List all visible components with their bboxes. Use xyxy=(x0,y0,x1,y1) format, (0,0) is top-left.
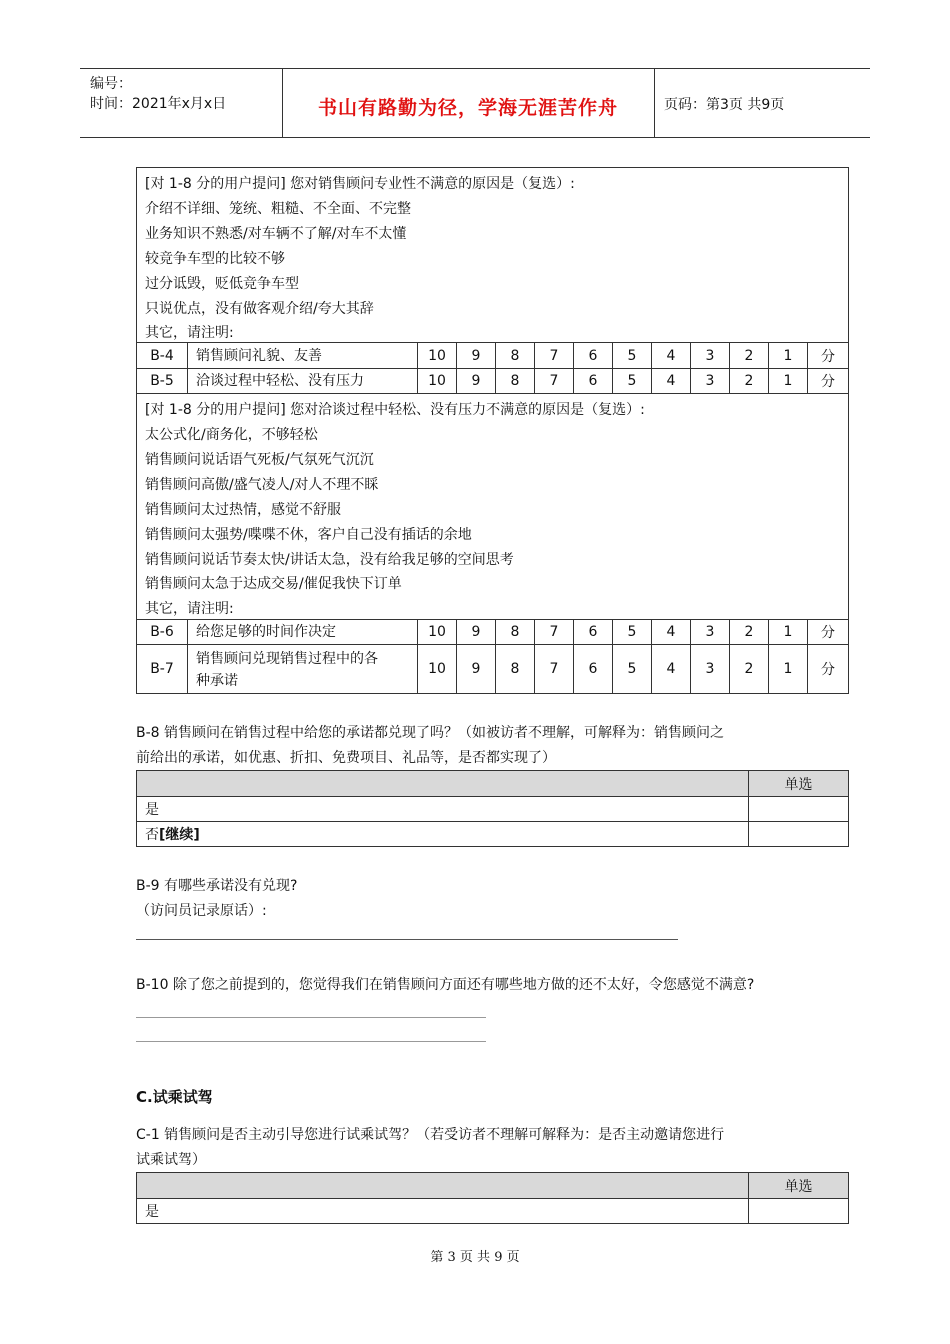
score-8[interactable]: 8 xyxy=(496,620,535,644)
score-5[interactable]: 5 xyxy=(613,343,652,368)
answer-line-b10[interactable] xyxy=(136,1041,486,1042)
option-label xyxy=(145,822,200,846)
score-6[interactable]: 6 xyxy=(574,343,613,368)
score-4[interactable]: 4 xyxy=(652,343,691,368)
reason-option: 销售顾问说话节奏太快/讲话太急，没有给我足够的空间思考 xyxy=(145,552,514,568)
score-1[interactable]: 1 xyxy=(769,343,808,368)
single-choice-label: 单选 xyxy=(784,1178,813,1195)
question-text: 给您足够的时间作决定 xyxy=(188,620,418,644)
score-8[interactable]: 8 xyxy=(496,343,535,368)
question-code: B-7 xyxy=(137,645,188,693)
score-1[interactable]: 1 xyxy=(769,645,808,693)
header-page-cell xyxy=(654,69,870,137)
score-9[interactable]: 9 xyxy=(457,620,496,644)
header-motto-cell xyxy=(282,69,655,137)
score-3[interactable]: 3 xyxy=(691,620,730,644)
reason-option: 介绍不详细、笼统、粗糙、不全面、不完整 xyxy=(145,201,411,217)
question-b9-line2: （访问员记录原话）: xyxy=(136,903,267,919)
score-10[interactable]: 10 xyxy=(418,620,457,644)
question-b8-line1: B-8 销售顾问在销售过程中给您的承诺都兑现了吗？（如被访者不理解，可解释为：销售顾问之 xyxy=(136,725,725,741)
reason-option: 销售顾问太强势/喋喋不休，客户自己没有插话的余地 xyxy=(145,527,472,543)
question-text: 洽谈过程中轻松、没有压力 xyxy=(188,369,418,393)
question-text: 销售顾问礼貌、友善 xyxy=(188,343,418,368)
reason-other: 其它，请注明: xyxy=(145,601,234,617)
score-3[interactable]: 3 xyxy=(691,343,730,368)
question-b8-line2: 前给出的承诺，如优惠、折扣、免费项目、礼品等，是否都实现了） xyxy=(136,750,556,766)
question-b9-line1: B-9 有哪些承诺没有兑现? xyxy=(136,878,298,894)
question-code: B-5 xyxy=(137,369,188,393)
score-1[interactable]: 1 xyxy=(769,369,808,393)
score-9[interactable]: 9 xyxy=(457,343,496,368)
score-3[interactable]: 3 xyxy=(691,369,730,393)
score-9[interactable]: 9 xyxy=(457,645,496,693)
reason-option: 销售顾问高傲/盛气凌人/对人不理不睬 xyxy=(145,477,379,493)
score-5[interactable]: 5 xyxy=(613,645,652,693)
score-10[interactable]: 10 xyxy=(418,645,457,693)
score-5[interactable]: 5 xyxy=(613,620,652,644)
question-code: B-6 xyxy=(137,620,188,644)
rating-row-b5 xyxy=(136,368,849,394)
option-label: 是 xyxy=(145,802,159,818)
header-meta-cell xyxy=(80,69,283,137)
score-10[interactable]: 10 xyxy=(418,343,457,368)
question-c1-line2: 试乘试驾） xyxy=(136,1152,206,1168)
rating-row-b4 xyxy=(136,342,849,369)
score-4[interactable]: 4 xyxy=(652,645,691,693)
score-7[interactable]: 7 xyxy=(535,645,574,693)
score-2[interactable]: 2 xyxy=(730,620,769,644)
score-2[interactable]: 2 xyxy=(730,343,769,368)
score-4[interactable]: 4 xyxy=(652,620,691,644)
doc-date-label: 时间：2021年x月x日 xyxy=(90,96,227,112)
reason-option: 业务知识不熟悉/对车辆不了解/对车不太懂 xyxy=(145,226,407,242)
score-7[interactable]: 7 xyxy=(535,343,574,368)
answer-line-b10[interactable] xyxy=(136,1017,486,1018)
reasons-block-professionalism xyxy=(136,167,849,343)
score-unit: 分 xyxy=(821,374,835,390)
score-7[interactable]: 7 xyxy=(535,369,574,393)
rating-row-b7 xyxy=(136,644,849,694)
score-1[interactable]: 1 xyxy=(769,620,808,644)
reason-other: 其它，请注明: xyxy=(145,325,234,341)
score-5[interactable]: 5 xyxy=(613,369,652,393)
page-code: 页码：第3页 共9页 xyxy=(664,97,785,113)
choice-option-no[interactable] xyxy=(136,821,849,847)
question-b10: B-10 除了您之前提到的，您觉得我们在销售顾问方面还有哪些地方做的还不太好，令您感觉不满意? xyxy=(136,977,755,993)
page-footer: 第 3 页 共 9 页 xyxy=(430,1250,520,1265)
question-text xyxy=(188,645,418,693)
reason-option: 只说优点，没有做客观介绍/夸大其辞 xyxy=(145,301,374,317)
answer-line-b9[interactable] xyxy=(136,939,678,940)
section-c-title: C.试乘试驾 xyxy=(136,1088,213,1106)
motto: 书山有路勤为径，学海无涯苦作舟 xyxy=(317,97,618,119)
page-header xyxy=(80,68,870,138)
question-c1-line1: C-1 销售顾问是否主动引导您进行试乘试驾？（若受访者不理解可解释为：是否主动邀请您进行 xyxy=(136,1127,725,1143)
reason-option: 销售顾问太过热情，感觉不舒服 xyxy=(145,502,341,518)
score-3[interactable]: 3 xyxy=(691,645,730,693)
option-label: 是 xyxy=(145,1204,159,1220)
score-7[interactable]: 7 xyxy=(535,620,574,644)
score-6[interactable]: 6 xyxy=(574,620,613,644)
continue-tag: [继续] xyxy=(159,827,200,843)
reason-option: 销售顾问说话语气死板/气氛死气沉沉 xyxy=(145,452,374,468)
score-9[interactable]: 9 xyxy=(457,369,496,393)
reason-option: 销售顾问太急于达成交易/催促我快下订单 xyxy=(145,576,402,592)
reason-prompt: [对 1-8 分的用户提问] 您对洽谈过程中轻松、没有压力不满意的原因是（复选）: xyxy=(145,402,645,418)
score-8[interactable]: 8 xyxy=(496,369,535,393)
reason-prompt: [对 1-8 分的用户提问] 您对销售顾问专业性不满意的原因是（复选）: xyxy=(145,176,575,192)
choice-option-yes[interactable] xyxy=(136,796,849,822)
reason-option: 较竞争车型的比较不够 xyxy=(145,251,285,267)
choice-option-yes[interactable] xyxy=(136,1198,849,1224)
choice-header-row xyxy=(136,1172,849,1199)
reason-option: 太公式化/商务化，不够轻松 xyxy=(145,427,318,443)
score-unit: 分 xyxy=(821,662,835,678)
question-code: B-4 xyxy=(137,343,188,368)
score-6[interactable]: 6 xyxy=(574,369,613,393)
score-8[interactable]: 8 xyxy=(496,645,535,693)
reasons-block-pressure xyxy=(136,393,849,620)
score-10[interactable]: 10 xyxy=(418,369,457,393)
question-text-line: 销售顾问兑现销售过程中的各 xyxy=(196,651,378,667)
score-2[interactable]: 2 xyxy=(730,645,769,693)
option-label-text: 否 xyxy=(145,827,159,843)
choice-header-row xyxy=(136,770,849,797)
score-4[interactable]: 4 xyxy=(652,369,691,393)
score-unit: 分 xyxy=(821,625,835,641)
score-2[interactable]: 2 xyxy=(730,369,769,393)
doc-number-label: 编号： xyxy=(90,76,132,92)
single-choice-label: 单选 xyxy=(784,776,813,793)
question-text-line: 种承诺 xyxy=(196,673,238,689)
score-unit: 分 xyxy=(821,348,835,365)
rating-row-b6 xyxy=(136,619,849,645)
score-6[interactable]: 6 xyxy=(574,645,613,693)
reason-option: 过分诋毁，贬低竞争车型 xyxy=(145,276,299,292)
